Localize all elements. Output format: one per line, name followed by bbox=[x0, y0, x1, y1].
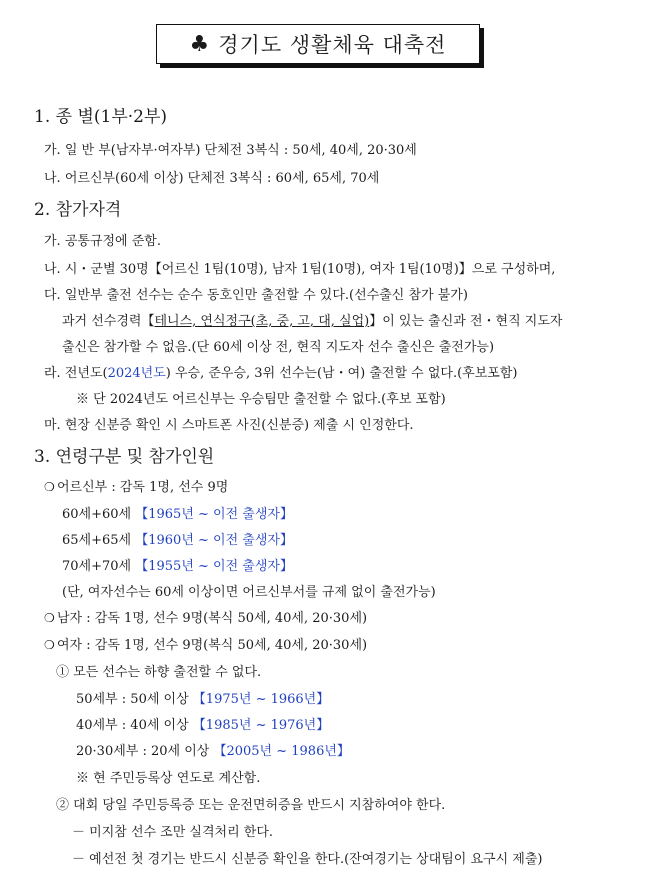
women-division bbox=[44, 634, 367, 653]
women-division-label: 여자 : 감독 1명, 선수 9명(복식 50세, 40세, 20·30세) bbox=[57, 638, 368, 653]
div-40-row bbox=[76, 714, 329, 733]
section-1-heading: 1. 종 별(1부·2부) bbox=[34, 107, 168, 127]
men-division bbox=[44, 607, 367, 626]
section-3-heading: 3. 연령구분 및 참가인원 bbox=[34, 447, 215, 467]
career-prefix: 과거 선수경력【 bbox=[62, 314, 155, 329]
age-65-row bbox=[62, 529, 293, 548]
div-50-row bbox=[76, 688, 329, 707]
rule-1: ① 모든 선수는 하향 출전할 수 없다. bbox=[56, 665, 262, 680]
s2-item-ma: 마. 현장 신분증 확인 시 스마트폰 사진(신분증) 제출 시 인정한다. bbox=[44, 418, 414, 433]
ra-year-highlight: 2024년도 bbox=[107, 366, 166, 381]
div-20-30-label: 20·30세부 : 20세 이상 bbox=[76, 744, 210, 759]
div-50-label: 50세부 : 50세 이상 bbox=[76, 692, 189, 707]
ra-suffix: ) 우승, 준우승, 3위 선수는(남・여) 출전할 수 없다.(후보포함) bbox=[165, 366, 518, 381]
div-50-birth-range: 【1975년 ~ 1966년】 bbox=[192, 692, 330, 707]
club-suit-icon: ♣ bbox=[189, 31, 211, 57]
age-70-birth-range: 【1955년 ~ 이전 출생자】 bbox=[135, 559, 293, 574]
senior-division bbox=[44, 476, 228, 495]
circle-bullet-icon: ❍ bbox=[44, 638, 55, 652]
div-40-birth-range: 【1985년 ~ 1976년】 bbox=[192, 718, 330, 733]
age-calc-note: ※ 현 주민등록상 연도로 계산함. bbox=[76, 771, 261, 786]
s2-item-ra bbox=[44, 362, 517, 381]
div-40-label: 40세부 : 40세 이상 bbox=[76, 718, 189, 733]
age-60-birth-range: 【1965년 ~ 이전 출생자】 bbox=[135, 507, 293, 522]
s2-item-da-line2 bbox=[62, 310, 562, 329]
rule-2-dash-1: － 미지참 선수 조만 실격처리 한다. bbox=[72, 825, 274, 840]
s1-item-na: 나. 어르신부(60세 이상) 단체전 3복식 : 60세, 65세, 70세 bbox=[44, 171, 380, 186]
senior-note: (단, 여자선수는 60세 이상이면 어르신부서를 규제 없이 출전가능) bbox=[62, 585, 436, 600]
circle-bullet-icon: ❍ bbox=[44, 480, 55, 494]
s2-item-ga: 가. 공통규정에 준함. bbox=[44, 234, 161, 249]
s2-item-na: 나. 시・군별 30명【어르신 1팀(10명), 남자 1팀(10명), 여자 1팀(10명)】으로 구성하며, bbox=[44, 262, 556, 277]
age-65-label: 65세+65세 bbox=[62, 533, 132, 548]
s2-item-da-line3: 출신은 참가할 수 없음.(단 60세 이상 전, 현직 지도자 선수 출신은 출전가능) bbox=[62, 340, 495, 355]
age-60-row bbox=[62, 503, 293, 522]
rule-2-dash-2: － 예선전 첫 경기는 반드시 신분증 확인을 한다.(잔여경기는 상대팀이 요구시 제출) bbox=[72, 852, 543, 867]
div-20-30-birth-range: 【2005년 ~ 1986년】 bbox=[213, 744, 350, 759]
s2-item-da: 다. 일반부 출전 선수는 순수 동호인만 출전할 수 있다.(선수출신 참가 불가) bbox=[44, 288, 468, 303]
s2-ra-note: ※ 단 2024년도 어르신부는 우승팀만 출전할 수 없다.(후보 포함) bbox=[76, 392, 446, 407]
men-division-label: 남자 : 감독 1명, 선수 9명(복식 50세, 40세, 20·30세) bbox=[57, 611, 368, 626]
age-70-label: 70세+70세 bbox=[62, 559, 132, 574]
career-sports-underlined: 테니스, 연식정구(초, 중, 고, 대, 실업) bbox=[154, 314, 370, 329]
div-20-30-row bbox=[76, 740, 350, 759]
senior-division-label: 어르신부 : 감독 1명, 선수 9명 bbox=[57, 480, 229, 495]
s1-item-ga: 가. 일 반 부(남자부·여자부) 단체전 3복식 : 50세, 40세, 20·30세 bbox=[44, 143, 417, 158]
rule-2: ② 대회 당일 주민등록증 또는 운전면허증을 반드시 지참하여야 한다. bbox=[56, 798, 446, 813]
career-suffix: 】이 있는 출신과 전・현직 지도자 bbox=[369, 314, 563, 329]
page-title: 경기도 생활체육 대축전 bbox=[218, 33, 447, 57]
age-65-birth-range: 【1960년 ~ 이전 출생자】 bbox=[135, 533, 293, 548]
age-70-row bbox=[62, 555, 293, 574]
title-box bbox=[156, 24, 480, 64]
ra-prefix: 라. 전년도( bbox=[44, 366, 108, 381]
section-2-heading: 2. 참가자격 bbox=[34, 200, 122, 220]
circle-bullet-icon: ❍ bbox=[44, 611, 55, 625]
age-60-label: 60세+60세 bbox=[62, 507, 132, 522]
